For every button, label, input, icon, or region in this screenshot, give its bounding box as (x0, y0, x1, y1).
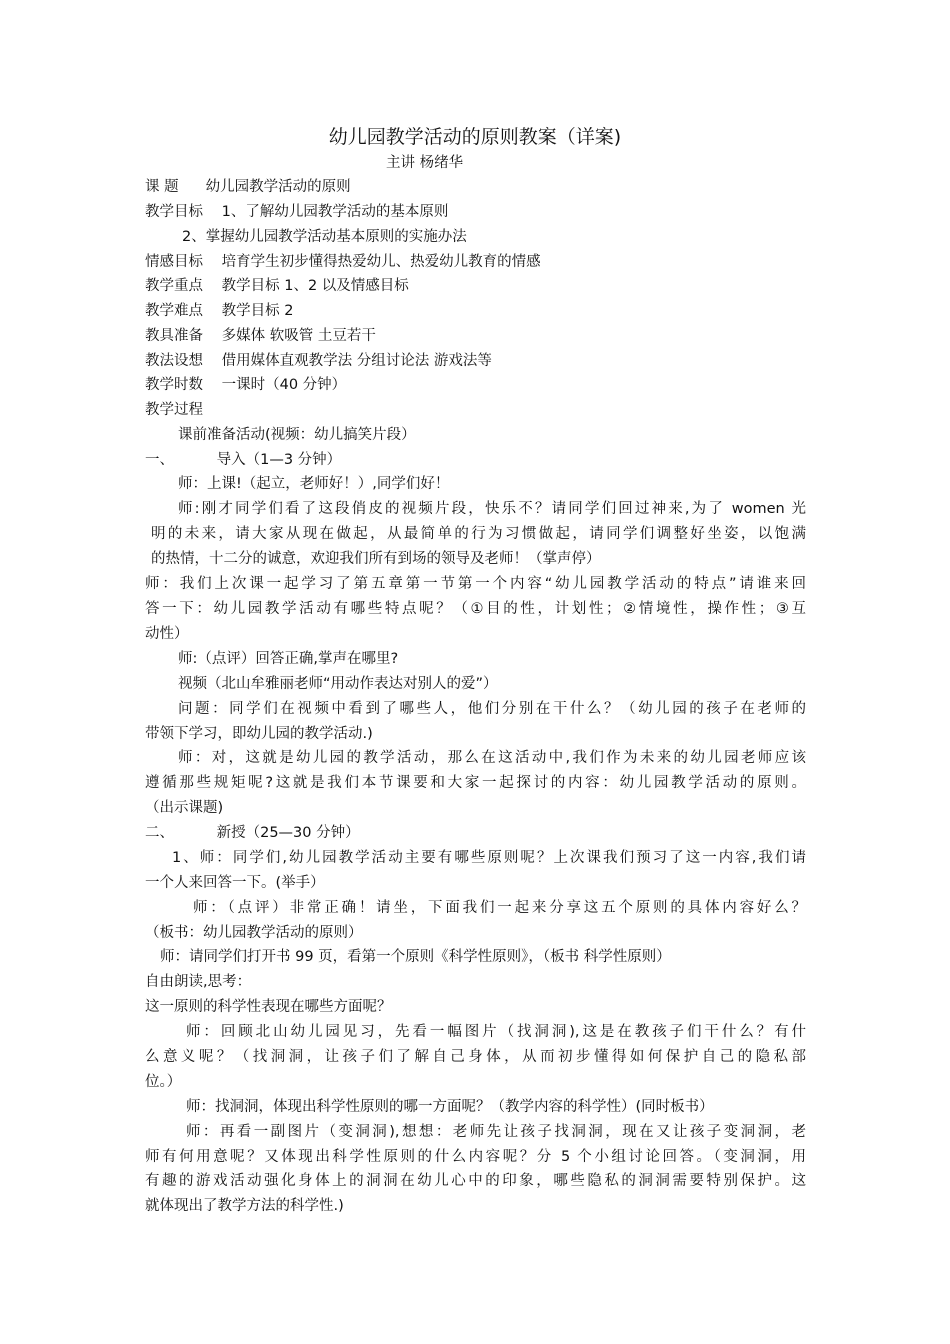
field-value: 2、掌握幼儿园教学活动基本原则的实施办法 (182, 229, 467, 245)
paragraph-line: 师：上课!（起立，老师好！）,同学们好！ (178, 476, 450, 492)
prep-activity: 课前准备活动(视频：幼儿搞笑片段） (178, 427, 416, 443)
paragraph-line: 遵循那些规矩呢?这就是我们本节课要和大家一起探讨的内容：幼儿园教学活动的原则。 (145, 775, 806, 791)
paragraph-line: 师：找洞洞，体现出科学性原则的哪一方面呢？（教学内容的科学性）(同时板书） (186, 1099, 714, 1115)
field-label: 情感目标 (145, 254, 203, 270)
paragraph-line: 师：请同学们打开书 99 页，看第一个原则《科学性原则》，（板书 科学性原则） (160, 949, 671, 965)
field-value: 一课时（40 分钟） (221, 377, 347, 393)
document-title: 幼儿园教学活动的原则教案（详案) (328, 126, 622, 148)
field-label: 教学重点 (145, 278, 203, 294)
field-teaching-aids (145, 325, 376, 347)
paragraph-line: 师：（点评）非常正确！请坐，下面我们一起来分享这五个原则的具体内容好么？ (193, 900, 806, 916)
field-teaching-goal-2 (182, 226, 467, 248)
section-heading-new-lesson (145, 822, 360, 844)
paragraph-line: 有趣的游戏活动强化身体上的洞洞在幼儿心中的印象，哪些隐私的洞洞需要特别保护。这 (145, 1173, 806, 1189)
paragraph-line: 动性） (145, 626, 189, 642)
field-value: 1、了解幼儿园教学活动的基本原则 (221, 204, 449, 220)
paragraph-line: 答一下：幼儿园教学活动有哪些特点呢？（①目的性，计划性；②情境性，操作性；③互 (145, 601, 806, 617)
presenter-line: 主讲 杨绪华 (386, 155, 464, 171)
paragraph-line: （板书：幼儿园教学活动的原则） (145, 925, 363, 941)
field-label: 课 题 (145, 179, 179, 195)
field-value: 多媒体 软吸管 土豆若干 (221, 328, 376, 344)
paragraph-line: 师：回顾北山幼儿园见习，先看一幅图片（找洞洞),这是在教孩子们干什么？有什 (186, 1024, 806, 1040)
field-label: 教法设想 (145, 353, 203, 369)
field-label: 教学目标 (145, 204, 203, 220)
process-heading: 教学过程 (145, 402, 203, 418)
field-topic (145, 176, 351, 198)
paragraph-line: 问题：同学们在视频中看到了哪些人，他们分别在干什么？（幼儿园的孩子在老师的 (178, 701, 806, 717)
field-value: 教学目标 1、2 以及情感目标 (221, 278, 409, 294)
field-emotion-goal (145, 251, 541, 273)
field-label: 教具准备 (145, 328, 203, 344)
paragraph-line: 就体现出了教学方法的科学性.) (145, 1198, 344, 1214)
paragraph-line: 师有何用意呢？又体现出科学性原则的什么内容呢？分 5 个小组讨论回答。（变洞洞，用 (145, 1149, 806, 1165)
field-value: 借用媒体直观教学法 分组讨论法 游戏法等 (221, 353, 492, 369)
paragraph-line: 带领下学习，即幼儿园的教学活动.) (145, 726, 373, 742)
field-teaching-goal (145, 201, 448, 223)
paragraph-line: 师：我们上次课一起学习了第五章第一节第一个内容“幼儿园教学活动的特点”请谁来回 (145, 576, 806, 592)
paragraph-line: 1、师：同学们,幼儿园教学活动主要有哪些原则呢？上次课我们预习了这一内容,我们请 (172, 850, 806, 866)
field-value: 培育学生初步懂得热爱幼儿、热爱幼儿教育的情感 (221, 254, 541, 270)
section-number: 二、 (145, 825, 174, 841)
paragraph-line: 视频（北山牟雅丽老师“用动作表达对别人的爱”） (178, 676, 498, 692)
paragraph-line: 明的未来，请大家从现在做起，从最简单的行为习惯做起，请同学们调整好坐姿，以饱满 (151, 526, 806, 542)
field-method (145, 350, 492, 372)
paragraph-line: 师:（点评）回答正确,掌声在哪里? (178, 651, 399, 667)
paragraph-line: 师：对，这就是幼儿园的教学活动，那么在这活动中,我们作为未来的幼儿园老师应该 (178, 750, 806, 766)
field-label: 教学时数 (145, 377, 203, 393)
paragraph-line: 这一原则的科学性表现在哪些方面呢？ (145, 999, 392, 1015)
paragraph-line: 一个人来回答一下。(举手） (145, 875, 325, 891)
paragraph-line: 么意义呢？（找洞洞，让孩子们了解自己身体，从而初步懂得如何保护自己的隐私部 (145, 1049, 806, 1065)
field-label: 教学难点 (145, 303, 203, 319)
field-value: 幼儿园教学活动的原则 (205, 179, 351, 195)
paragraph-line: 师：再看一副图片（变洞洞),想想：老师先让孩子找洞洞，现在又让孩子变洞洞，老 (186, 1124, 806, 1140)
paragraph-line: 的热情，十二分的诚意，欢迎我们所有到场的领导及老师！（掌声停） (151, 551, 601, 567)
field-key-point (145, 275, 409, 297)
field-value: 教学目标 2 (221, 303, 294, 319)
paragraph-line: 师:刚才同学们看了这段俏皮的视频片段，快乐不？请同学们回过神来,为了 women 光 (178, 501, 806, 517)
field-difficulty (145, 300, 293, 322)
section-number: 一、 (145, 452, 174, 468)
paragraph-line: （出示课题) (145, 800, 224, 816)
section-title: 新授（25—30 分钟） (216, 825, 360, 841)
paragraph-line: 位。） (145, 1074, 182, 1090)
section-heading-intro (145, 449, 341, 471)
section-title: 导入（1—3 分钟） (216, 452, 342, 468)
paragraph-line: 自由朗读,思考： (145, 974, 252, 990)
field-hours (145, 374, 346, 396)
